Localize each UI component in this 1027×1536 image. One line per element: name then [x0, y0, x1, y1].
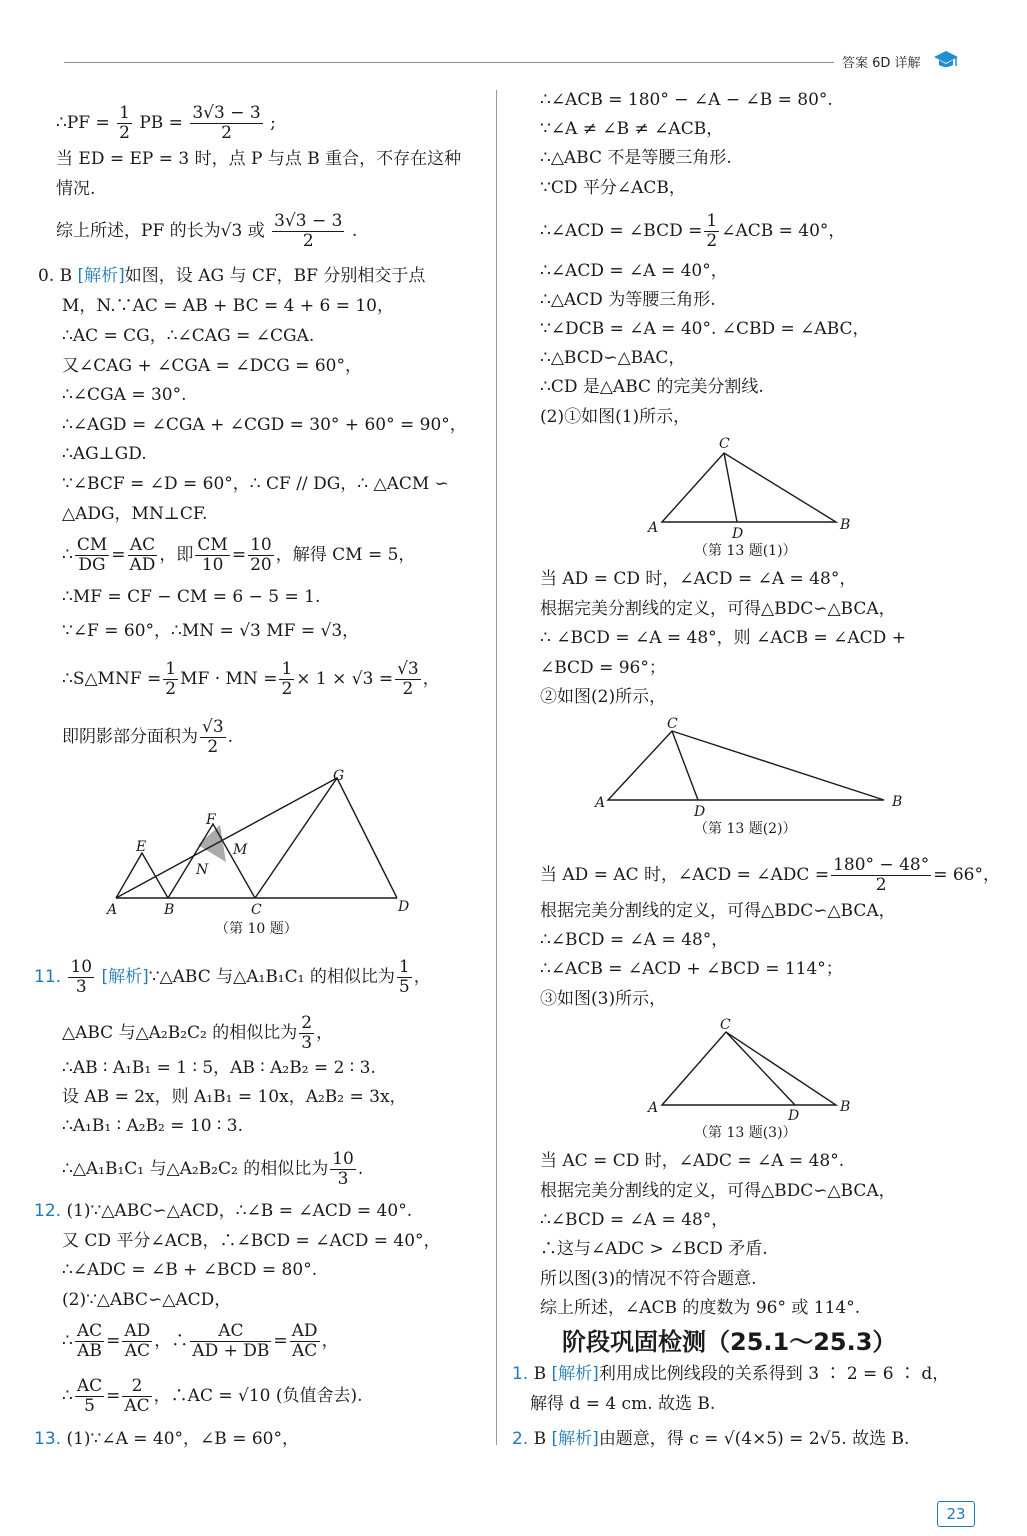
right-line-25: ∴这与∠ADC > ∠BCD 矛盾. [540, 1239, 768, 1259]
svg-text:C: C [667, 716, 678, 732]
svg-text:D: D [732, 526, 744, 542]
q10-line-8: ∵∠BCF = ∠D = 60°，∴ CF // DG，∴ △ACM ∽ [62, 474, 449, 494]
right-line-22: 当 AC = CD 时，∠ADC = ∠A = 48°. [540, 1151, 845, 1171]
q10-line-3: ∴AC = CG，∴∠CAG = ∠CGA. [62, 326, 315, 346]
q10-line-9: △ADG，MN⊥CF. [62, 504, 208, 524]
right-line-17: 当 AD = AC 时，∠ACD = ∠ADC = $\frac{180^\circ - 48^\circ}{2}$ = 66°， [540, 855, 1000, 895]
right-line-19: ∴∠BCD = ∠A = 48°， [540, 930, 729, 950]
q10-line-11: ∴MF = CF − CM = 6 − 5 = 1. [62, 587, 321, 607]
right-line-23: 根据完美分割线的定义，可得△BDC∽△BCA， [540, 1181, 896, 1201]
s1-line-2: 解得 d = 4 cm. 故选 B. [530, 1394, 716, 1414]
q10-line-14: 即阴影部分面积为 $\frac{√3}{2}$ . [62, 717, 234, 757]
svg-text:A: A [648, 1100, 659, 1116]
svg-text:M: M [233, 842, 248, 858]
right-line-12: 当 AD = CD 时，∠ACD = ∠A = 48°， [540, 569, 857, 589]
header-rule [64, 62, 834, 63]
right-line-18: 根据完美分割线的定义，可得△BDC∽△BCA， [540, 901, 896, 921]
figure-13-2 [590, 712, 920, 822]
q11-line-5: ∴A₁B₁ ∶ A₂B₂ = 10 ∶ 3. [62, 1116, 243, 1136]
left-line-2: 当 ED = EP = 3 时，点 P 与点 B 重合，不存在这种 [56, 149, 462, 169]
svg-text:F: F [206, 812, 216, 828]
q12-line-2: 又 CD 平分∠ACB，∴∠BCD = ∠ACD = 40°， [62, 1231, 441, 1251]
page-number: 23 [937, 1501, 975, 1527]
svg-text:B: B [892, 794, 903, 810]
q10-line-5: ∴∠CGA = 30°. [62, 385, 187, 405]
q10-line-7: ∴AG⊥GD. [62, 444, 147, 464]
q11-line-1: 11. $\frac{10}{3}$ [解析]∵△ABC 与△A₁B₁C₁ 的相似比为 $\frac{1}{5}$ ， [34, 957, 431, 997]
q10-line-6: ∴∠AGD = ∠CGA + ∠CGD = 30° + 60° = 90°， [62, 415, 467, 435]
right-line-5: ∴∠ACD = ∠BCD = $\frac{1}{2}$ ∠ACB = 40°， [540, 211, 846, 251]
right-line-10: ∴CD 是△ABC 的完美分割线. [540, 377, 764, 397]
s1-line-1: 1. B [解析]利用成比例线段的关系得到 3 ∶ 2 = 6 ∶ d， [512, 1364, 950, 1384]
q11-line-6: ∴△A₁B₁C₁ 与△A₂B₂C₂ 的相似比为 $\frac{10}{3}$ . [62, 1149, 364, 1189]
s2-line-1: 2. B [解析]由题意，得 c = √(4×5) = 2√5. 故选 B. [512, 1429, 910, 1449]
right-line-26: 所以图(3)的情况不符合题意. [540, 1269, 757, 1289]
right-line-16: ②如图(2)所示， [540, 687, 667, 707]
svg-text:B: B [840, 1099, 851, 1115]
svg-text:C: C [251, 902, 262, 918]
q10-line-4: 又∠CAG + ∠CGA = ∠DCG = 60°， [62, 356, 362, 376]
svg-text:N: N [196, 862, 209, 878]
svg-text:C: C [719, 436, 730, 452]
right-line-7: ∴△ACD 为等腰三角形. [540, 290, 716, 310]
right-line-9: ∴△BCD∽△BAC， [540, 348, 686, 368]
svg-text:A: A [648, 520, 659, 536]
svg-text:G: G [333, 768, 345, 784]
svg-text:D: D [694, 804, 706, 820]
left-line-1: ∴PF = $\frac{1}{2}$ PB = $\frac{3√3 - 3}{2}$ ; [56, 103, 276, 143]
q13-line-1: 13. (1)∵∠A = 40°，∠B = 60°， [34, 1429, 299, 1449]
svg-text:D: D [788, 1108, 800, 1124]
q10-line-10: ∴ $\frac{CM}{DG}$ = $\frac{AC}{AD}$ ，即 $\frac{CM}{10}$ = $\frac{10}{20}$ ，解得 CM = 5， [62, 535, 416, 575]
right-line-14: ∴ ∠BCD = ∠A = 48°，则 ∠ACB = ∠ACD + [540, 628, 906, 648]
right-line-15: ∠BCD = 96°； [540, 658, 666, 678]
left-line-3: 情况. [56, 179, 96, 199]
figure-13-3-caption: （第 13 题(3)） [694, 1125, 797, 1141]
right-line-20: ∴∠ACB = ∠ACD + ∠BCD = 114°； [540, 959, 843, 979]
right-line-11: (2)①如图(1)所示， [540, 407, 691, 427]
figure-13-3 [640, 1014, 860, 1124]
svg-text:C: C [720, 1017, 731, 1033]
q12-line-4: (2)∵△ABC∽△ACD， [62, 1290, 232, 1310]
graduation-cap-icon [933, 48, 959, 72]
q11-line-3: ∴AB ∶ A₁B₁ = 1 ∶ 5，AB ∶ A₂B₂ = 2 ∶ 3. [62, 1058, 376, 1078]
right-line-4: ∵CD 平分∠ACB， [540, 178, 686, 198]
section-title: 阶段巩固检测（25.1～25.3） [562, 1328, 897, 1356]
right-line-3: ∴△ABC 不是等腰三角形. [540, 148, 732, 168]
svg-text:B: B [164, 902, 175, 918]
svg-text:E: E [136, 839, 147, 855]
q12-line-5: ∴ $\frac{AC}{AB}$ = $\frac{AD}{AC}$ ，∴ $\frac{AC}{AD + DB}$ = $\frac{AD}{AC}$ ， [62, 1321, 339, 1361]
q10-line-1: 0. B [解析]如图，设 AG 与 CF，BF 分别相交于点 [38, 266, 426, 286]
svg-text:A: A [107, 902, 118, 918]
right-line-13: 根据完美分割线的定义，可得△BDC∽△BCA， [540, 599, 896, 619]
q10-line-12: ∵∠F = 60°，∴MN = √3 MF = √3， [62, 621, 360, 641]
right-line-8: ∵∠DCB = ∠A = 40°. ∠CBD = ∠ABC， [540, 319, 870, 339]
left-line-4: 综上所述，PF 的长为√3 或 $\frac{3√3 - 3}{2}$ . [56, 211, 358, 251]
figure-10-caption: （第 10 题） [215, 921, 298, 937]
q12-line-3: ∴∠ADC = ∠B + ∠BCD = 80°. [62, 1260, 318, 1280]
q11-line-4: 设 AB = 2x，则 A₁B₁ = 10x，A₂B₂ = 3x， [62, 1087, 407, 1107]
figure-10 [100, 768, 420, 918]
figure-13-1 [640, 432, 860, 542]
q10-line-13: ∴S△MNF = $\frac{1}{2}$ MF · MN = $\frac{1}{2}$ × 1 × √3 = $\frac{√3}{2}$ ， [62, 659, 440, 699]
q12-line-6: ∴ $\frac{AC}{5}$ = $\frac{2}{AC}$ ，∴AC = √10 (负值舍去). [62, 1376, 363, 1416]
figure-13-1-caption: （第 13 题(1)） [694, 543, 797, 559]
header-label: 答案 6D 详解 [842, 56, 921, 71]
right-line-1: ∴∠ACB = 180° − ∠A − ∠B = 80°. [540, 90, 833, 110]
svg-text:D: D [398, 899, 410, 915]
right-line-27: 综上所述，∠ACB 的度数为 96° 或 114°. [540, 1298, 861, 1318]
right-line-6: ∴∠ACD = ∠A = 40°， [540, 261, 728, 281]
column-divider [496, 90, 497, 1445]
right-line-2: ∵∠A ≠ ∠B ≠ ∠ACB， [540, 119, 724, 139]
q11-line-2: △ABC 与△A₂B₂C₂ 的相似比为 $\frac{2}{3}$ ， [62, 1013, 334, 1053]
svg-text:A: A [595, 795, 606, 811]
q10-line-2: M，N.∵AC = AB + BC = 4 + 6 = 10， [62, 296, 394, 316]
q12-line-1: 12. (1)∵△ABC∽△ACD，∴∠B = ∠ACD = 40°. [34, 1201, 413, 1221]
right-line-21: ③如图(3)所示， [540, 989, 667, 1009]
svg-text:B: B [840, 517, 851, 533]
figure-13-2-caption: （第 13 题(2)） [694, 821, 797, 837]
right-line-24: ∴∠BCD = ∠A = 48°， [540, 1210, 729, 1230]
